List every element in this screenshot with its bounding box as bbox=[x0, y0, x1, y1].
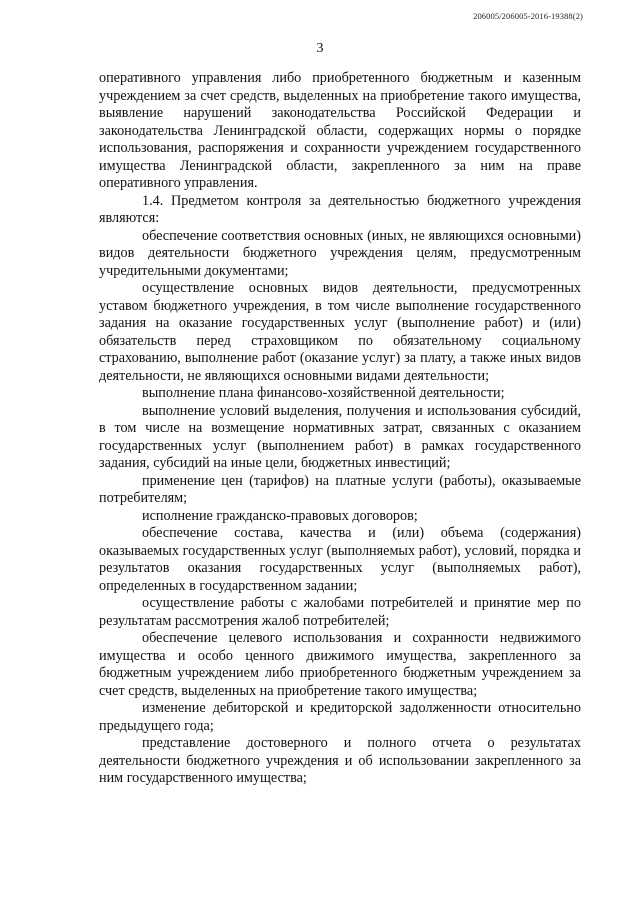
list-item-property-use: обеспечение целевого использования и сохранности недвижимого имущества и особо ценного движимого имущества, закрепленного за бюджетным учреждением либо приобретенного бюджетным учреждением за счет средств, выделенных на приобретение такого имущества; bbox=[99, 630, 581, 699]
list-item-subsidies: выполнение условий выделения, получения и использования субсидий, в том числе на возмещение нормативных затрат, связанных с оказанием государственных услуг (выполнением работ) в рамках государственного задания, субсидий на иные цели, бюджетных инвестиций; bbox=[99, 402, 581, 471]
paragraph-continuation: оперативного управления либо приобретенного бюджетным и казенным учреждением за счет средств, выделенных на приобретение такого имущества, выявление нарушений законодательства Российской Федерации и законодательства Ленинградской области, содержащих нормы о порядке использования, распоряжения и сохранности учреждением государственного имущества Ленинградской области, закрепленного за ним на праве оперативного управления. bbox=[99, 70, 581, 191]
list-item-report: представление достоверного и полного отчета о результатах деятельности бюджетного учреждения и об использовании закрепленного за ним государственного имущества; bbox=[99, 735, 581, 786]
list-item-complaints: осуществление работы с жалобами потребителей и принятие мер по результатам рассмотрения жалоб потребителей; bbox=[99, 595, 581, 629]
list-item-prices: применение цен (тарифов) на платные услуги (работы), оказываемые потребителям; bbox=[99, 472, 581, 506]
page-number: 3 bbox=[316, 41, 324, 56]
list-item-activity-compliance: обеспечение соответствия основных (иных, не являющихся основными) видов деятельности бюджетного учреждения целям, предусмотренным учредительными документами; bbox=[99, 227, 581, 279]
paragraph-section-1-4: 1.4. Предметом контроля за деятельностью бюджетного учреждения являются: bbox=[99, 192, 581, 226]
list-item-services-quality: обеспечение состава, качества и (или) объема (содержания) оказываемых государственных услуг (выполняемых работ), условий, порядка и результатов оказания государственных услуг (выполняемых работ), определенных в государственном задании; bbox=[99, 525, 581, 594]
list-item-contracts: исполнение гражданско-правовых договоров; bbox=[142, 507, 418, 524]
document-body bbox=[99, 70, 581, 788]
list-item-main-activities: осуществление основных видов деятельности, предусмотренных уставом бюджетного учреждения, в том числе выполнение государственного задания на оказание государственных услуг (выполнение работ) и (или) обязательств перед страховщиком по обязательному социальному страхованию, выполнение работ (оказание услуг) за плату, а также иных видов деятельности, не являющихся основными видами деятельности; bbox=[99, 280, 581, 384]
list-item-debts: изменение дебиторской и кредиторской задолженности относительно предыдущего года; bbox=[99, 700, 581, 734]
document-id: 206005/206005-2016-19388(2) bbox=[473, 11, 583, 21]
list-item-financial-plan: выполнение плана финансово-хозяйственной деятельности; bbox=[142, 385, 505, 401]
